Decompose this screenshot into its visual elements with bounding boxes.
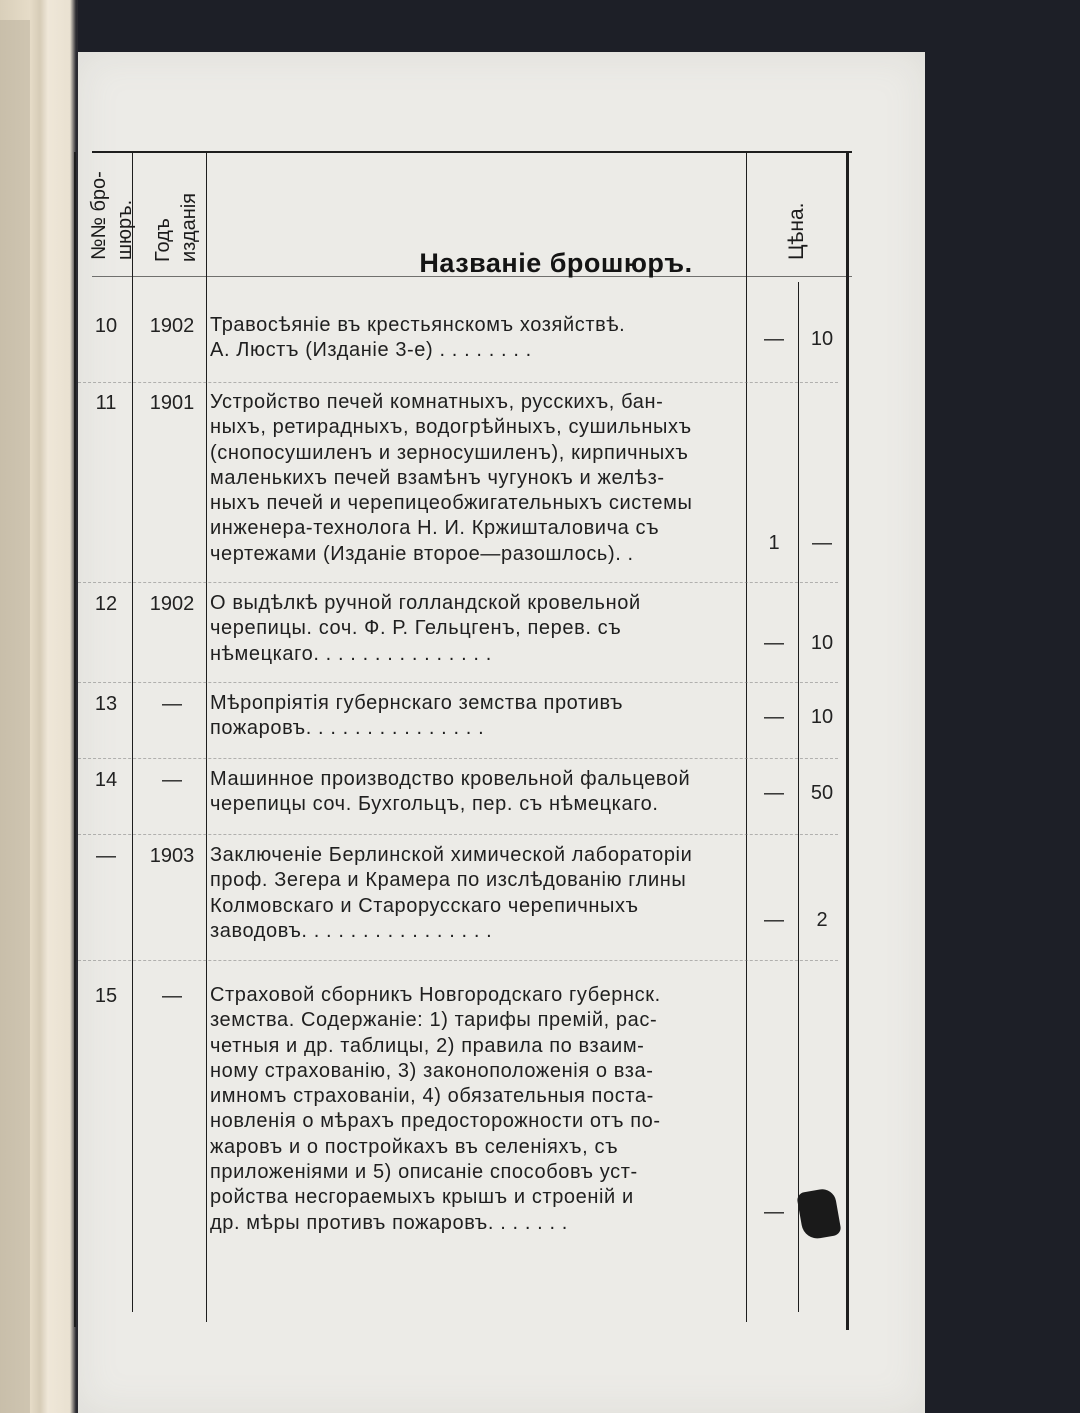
brochure-title-line: приложеніями и 5) описаніе способовъ уст- bbox=[210, 1161, 638, 1184]
publication-year: 1902 bbox=[149, 593, 195, 615]
header-col-num bbox=[86, 171, 138, 260]
brochure-number: 12 bbox=[94, 593, 118, 615]
header-col-year bbox=[150, 193, 202, 262]
brochure-title bbox=[210, 767, 742, 818]
price-kopecks: 10 bbox=[810, 631, 834, 654]
brochure-title bbox=[210, 591, 742, 667]
brochure-title-line: пожаровъ. . . . . . . . . . . . . . . bbox=[210, 717, 485, 740]
brochure-number: — bbox=[96, 845, 116, 867]
brochure-number: 10 bbox=[94, 315, 118, 337]
price-rubles: — bbox=[764, 631, 784, 654]
publication-year: — bbox=[162, 693, 182, 715]
brochure-title-line: новленія о мѣрахъ предосторожности отъ по- bbox=[210, 1110, 661, 1133]
brochure-title-line: Мѣропріятія губернскаго земства противъ bbox=[210, 692, 624, 714]
brochure-title-line: др. мѣры противъ пожаровъ. . . . . . . bbox=[210, 1211, 568, 1234]
brochure-title-line: ройства несгораемыхъ крышъ и строеній и bbox=[210, 1186, 634, 1209]
brochure-title-line: маленькихъ печей взамѣнъ чугунокъ и желѣз- bbox=[210, 466, 665, 489]
brochure-title-line: ному страхованію, 3) законоположенія о вза- bbox=[210, 1059, 654, 1082]
row-separator bbox=[78, 582, 838, 584]
brochure-title-line: четныя и др. таблицы, 2) правила по взаим- bbox=[210, 1034, 645, 1057]
price-kopecks: 2 bbox=[816, 908, 828, 931]
brochure-title-line: О выдѣлкѣ ручной голландской кровельной bbox=[210, 592, 641, 614]
header-col-price: Цѣна. bbox=[785, 202, 808, 260]
price-rubles: — bbox=[764, 1200, 784, 1223]
publication-year: 1903 bbox=[149, 845, 195, 867]
brochure-title-line: Страховой сборникъ Новгородскаго губернск. bbox=[210, 984, 661, 1006]
brochure-title bbox=[210, 313, 742, 364]
brochure-title-line: Травосѣяніе въ крестьянскомъ хозяйствѣ. bbox=[210, 314, 626, 336]
brochure-number: 15 bbox=[94, 985, 118, 1007]
brochure-number: 14 bbox=[94, 769, 118, 791]
brochure-title-line: Колмовскаго и Старорусскаго черепичныхъ bbox=[210, 894, 639, 917]
table-left-border bbox=[74, 152, 76, 1327]
brochure-title-line: черепицы. соч. Ф. Р. Гельцгенъ, перев. съ bbox=[210, 617, 622, 640]
brochure-title-line: нѣмецкаго. . . . . . . . . . . . . . . bbox=[210, 642, 492, 665]
brochure-title bbox=[210, 390, 742, 567]
row-separator bbox=[78, 382, 838, 384]
brochure-title-line: А. Люстъ (Изданіе 3-е) . . . . . . . . bbox=[210, 339, 532, 362]
row-separator bbox=[78, 960, 838, 962]
brochure-title-line: инженера-технолога Н. И. Кржишталовича съ bbox=[210, 517, 660, 540]
brochure-title-line: имномъ страхованіи, 4) обязательныя поста- bbox=[210, 1085, 654, 1108]
brochure-title-line: проф. Зегера и Крамера по изслѣдованію глины bbox=[210, 869, 687, 892]
page-title: Названiе брошюръ. bbox=[419, 248, 693, 278]
brochure-title bbox=[210, 691, 742, 742]
brochure-title-line: Машинное производство кровельной фальцевой bbox=[210, 768, 691, 790]
brochure-title-line: черепицы соч. Бухгольцъ, пер. съ нѣмецкаго. bbox=[210, 793, 659, 816]
brochure-title-line: ныхъ печей и черепицеобжигательныхъ системы bbox=[210, 492, 693, 515]
price-rubles: — bbox=[764, 706, 784, 729]
price-kopecks: — bbox=[812, 531, 832, 554]
row-separator bbox=[78, 758, 838, 760]
table-right-border bbox=[846, 152, 849, 1330]
header-col-num-line2: шюръ. bbox=[114, 199, 136, 260]
brochure-title bbox=[210, 983, 742, 1236]
row-separator bbox=[78, 834, 838, 836]
publication-year: — bbox=[162, 769, 182, 791]
brochure-title-line: Устройство печей комнатныхъ, русскихъ, бан- bbox=[210, 391, 664, 413]
price-rubles: 1 bbox=[768, 531, 780, 554]
brochure-title bbox=[210, 843, 742, 944]
brochure-title-line: Заключеніе Берлинской химической лабораторіи bbox=[210, 844, 693, 866]
price-rubles: — bbox=[764, 328, 784, 351]
catalog-page bbox=[78, 52, 925, 1413]
price-kopecks: 10 bbox=[810, 706, 834, 729]
brochure-title-line: (снопосушиленъ и зерносушиленъ), кирпичныхъ bbox=[210, 441, 689, 464]
price-rubles: — bbox=[764, 908, 784, 931]
row-separator bbox=[78, 682, 838, 684]
publication-year: — bbox=[162, 985, 182, 1007]
book-spine-edge bbox=[0, 0, 78, 1413]
brochure-title-line: чертежами (Изданіе второе—разошлось). . bbox=[210, 542, 634, 565]
brochure-number: 11 bbox=[95, 392, 117, 414]
price-kopecks: 50 bbox=[810, 782, 834, 805]
brochure-title-line: жаровъ и о постройкахъ въ селеніяхъ, съ bbox=[210, 1135, 619, 1158]
header-col-num-line1: №№ бро- bbox=[88, 171, 110, 260]
col-year-divider bbox=[206, 152, 207, 1322]
header-col-year-line2: изданія bbox=[178, 192, 200, 262]
publication-year: 1901 bbox=[149, 392, 195, 414]
price-kopecks: 10 bbox=[810, 328, 834, 351]
brochure-number: 13 bbox=[94, 693, 118, 715]
brochure-title-line: ныхъ, ретирадныхъ, водогрѣйныхъ, сушильныхъ bbox=[210, 416, 692, 439]
publication-year: 1902 bbox=[149, 315, 195, 337]
price-rubles: — bbox=[764, 782, 784, 805]
header-col-year-line1: Годъ bbox=[152, 218, 174, 262]
brochure-title-line: земства. Содержаніе: 1) тарифы премій, рас- bbox=[210, 1009, 658, 1032]
brochure-title-line: заводовъ. . . . . . . . . . . . . . . . bbox=[210, 919, 493, 942]
